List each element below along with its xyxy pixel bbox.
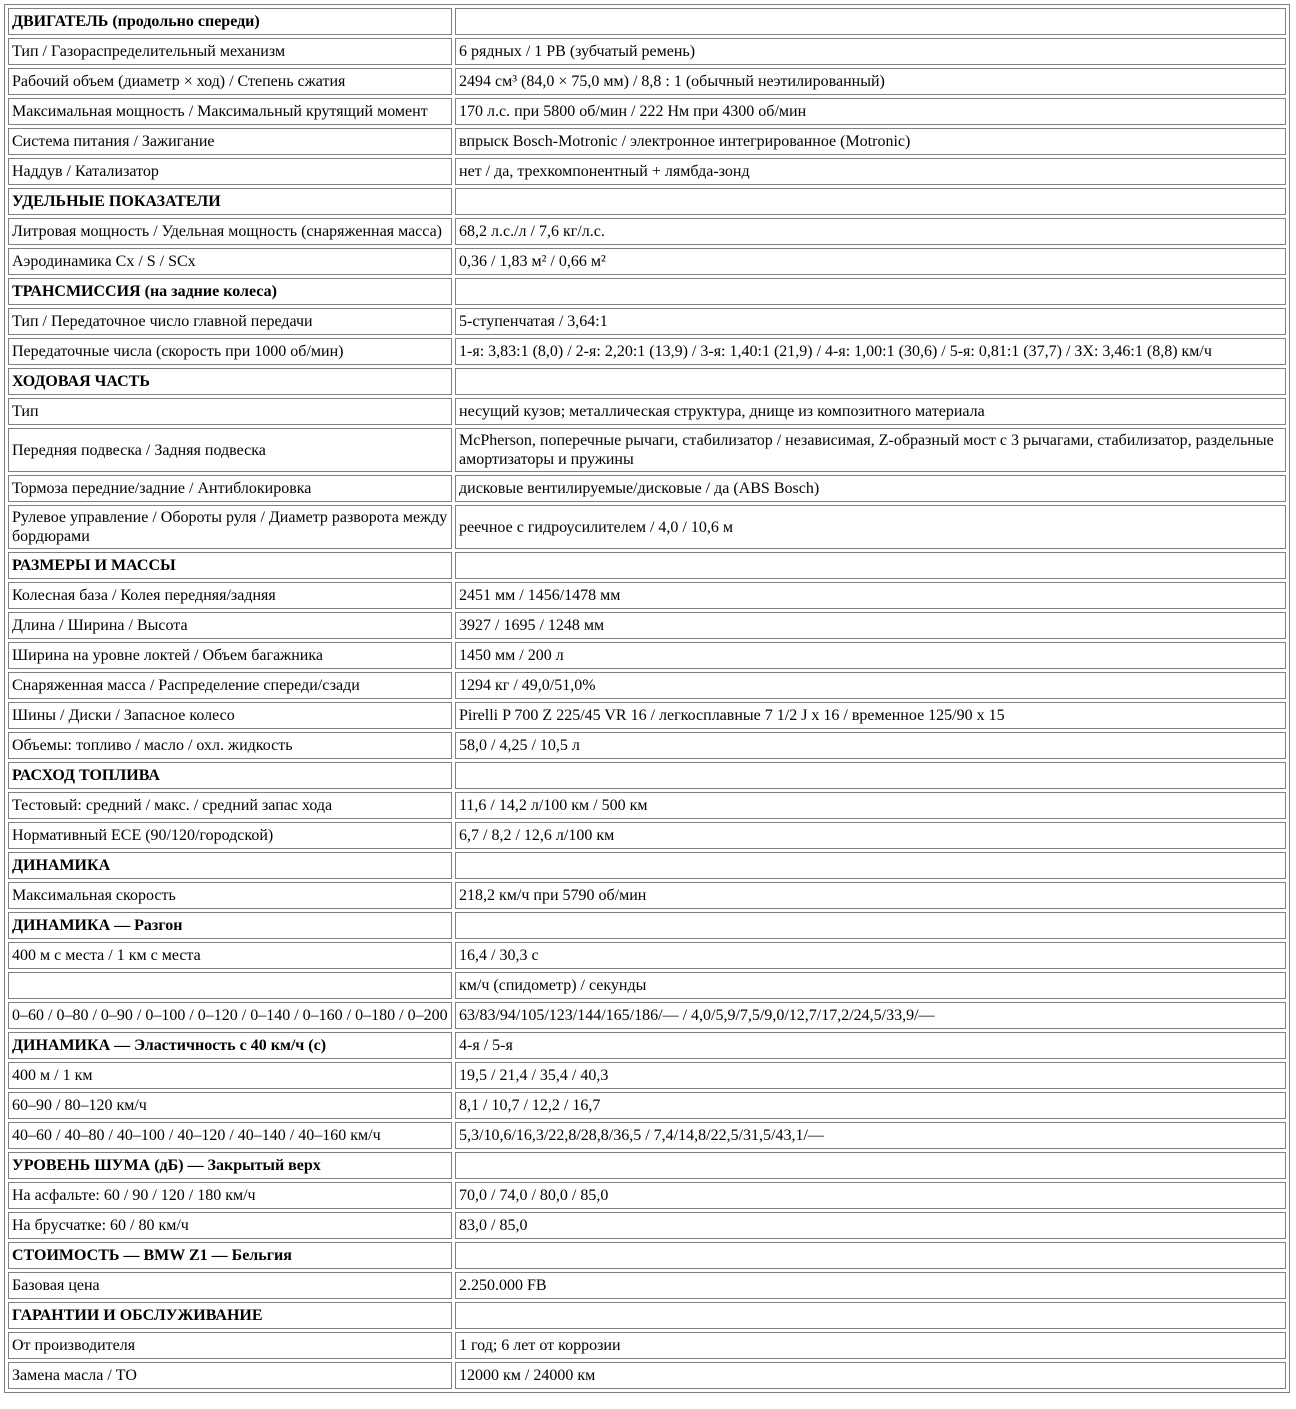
- section-title: ДИНАМИКА — Разгон: [8, 912, 452, 939]
- spec-value: 68,2 л.с./л / 7,6 кг/л.с.: [455, 218, 1286, 245]
- section-header-row: [8, 188, 1286, 215]
- spec-value: 1294 кг / 49,0/51,0%: [455, 672, 1286, 699]
- spec-value: 58,0 / 4,25 / 10,5 л: [455, 732, 1286, 759]
- spec-value: [455, 1152, 1286, 1179]
- table-row: [8, 882, 1286, 909]
- spec-value: 5-ступенчатая / 3,64:1: [455, 308, 1286, 335]
- spec-value: [455, 188, 1286, 215]
- table-row: [8, 672, 1286, 699]
- table-row: [8, 702, 1286, 729]
- spec-table-body: [8, 8, 1286, 1389]
- spec-value: 1-я: 3,83:1 (8,0) / 2-я: 2,20:1 (13,9) / 3-я: 1,40:1 (21,9) / 4-я: 1,00:1 (30,6) / 5-я: 0,81:1 (37,7) / ЗХ: 3,46:1 (8,8) км/ч: [455, 338, 1286, 365]
- table-row: [8, 1212, 1286, 1239]
- spec-value: впрыск Bosch-Motronic / электронное интегрированное (Motronic): [455, 128, 1286, 155]
- spec-value: несущий кузов; металлическая структура, днище из композитного материала: [455, 398, 1286, 425]
- table-row: [8, 338, 1286, 365]
- spec-label: Наддув / Катализатор: [8, 158, 452, 185]
- spec-value: [455, 762, 1286, 789]
- table-row: [8, 822, 1286, 849]
- spec-value: 16,4 / 30,3 с: [455, 942, 1286, 969]
- spec-value: Pirelli P 700 Z 225/45 VR 16 / легкосплавные 7 1/2 J x 16 / временное 125/90 x 15: [455, 702, 1286, 729]
- spec-value: [455, 8, 1286, 35]
- section-title: ХОДОВАЯ ЧАСТЬ: [8, 368, 452, 395]
- spec-value: 2451 мм / 1456/1478 мм: [455, 582, 1286, 609]
- spec-value: 1 год; 6 лет от коррозии: [455, 1332, 1286, 1359]
- table-row: [8, 98, 1286, 125]
- section-title: УДЕЛЬНЫЕ ПОКАЗАТЕЛИ: [8, 188, 452, 215]
- table-row: [8, 428, 1286, 472]
- section-title: РАЗМЕРЫ И МАССЫ: [8, 552, 452, 579]
- section-header-row: [8, 1302, 1286, 1329]
- spec-label: Рулевое управление / Обороты руля / Диаметр разворота между бордюрами: [8, 505, 452, 549]
- spec-value: 6 рядных / 1 РВ (зубчатый ремень): [455, 38, 1286, 65]
- spec-value: 12000 км / 24000 км: [455, 1362, 1286, 1389]
- section-header-row: [8, 368, 1286, 395]
- spec-value: нет / да, трехкомпонентный + лямбда-зонд: [455, 158, 1286, 185]
- section-header-row: [8, 1242, 1286, 1269]
- spec-label: 60–90 / 80–120 км/ч: [8, 1092, 452, 1119]
- spec-label: Тип: [8, 398, 452, 425]
- spec-label: Передняя подвеска / Задняя подвеска: [8, 428, 452, 472]
- section-header-row: [8, 1152, 1286, 1179]
- spec-label: Тип / Газораспределительный механизм: [8, 38, 452, 65]
- spec-value: [455, 278, 1286, 305]
- spec-value: [455, 852, 1286, 879]
- spec-label: Максимальная мощность / Максимальный крутящий момент: [8, 98, 452, 125]
- table-row: [8, 582, 1286, 609]
- spec-value: 83,0 / 85,0: [455, 1212, 1286, 1239]
- spec-label: Базовая цена: [8, 1272, 452, 1299]
- spec-value: 8,1 / 10,7 / 12,2 / 16,7: [455, 1092, 1286, 1119]
- table-row: [8, 612, 1286, 639]
- spec-label: От производителя: [8, 1332, 452, 1359]
- spec-value: [455, 552, 1286, 579]
- spec-value: 70,0 / 74,0 / 80,0 / 85,0: [455, 1182, 1286, 1209]
- spec-value: 63/83/94/105/123/144/165/186/— / 4,0/5,9/7,5/9,0/12,7/17,2/24,5/33,9/—: [455, 1002, 1286, 1029]
- spec-label: Литровая мощность / Удельная мощность (снаряженная масса): [8, 218, 452, 245]
- section-header-row: [8, 912, 1286, 939]
- spec-label: Аэродинамика Cx / S / SCx: [8, 248, 452, 275]
- table-row: [8, 38, 1286, 65]
- spec-value: [455, 1242, 1286, 1269]
- spec-value: [455, 912, 1286, 939]
- table-row: [8, 505, 1286, 549]
- spec-value: [455, 1302, 1286, 1329]
- section-title: СТОИМОСТЬ — BMW Z1 — Бельгия: [8, 1242, 452, 1269]
- section-header-row: [8, 762, 1286, 789]
- spec-label: Максимальная скорость: [8, 882, 452, 909]
- table-row: [8, 1362, 1286, 1389]
- spec-value: 4-я / 5-я: [455, 1032, 1286, 1059]
- section-title: ДВИГАТЕЛЬ (продольно спереди): [8, 8, 452, 35]
- spec-value: 2494 см³ (84,0 × 75,0 мм) / 8,8 : 1 (обычный неэтилированный): [455, 68, 1286, 95]
- spec-value: км/ч (спидометр) / секунды: [455, 972, 1286, 999]
- spec-value: McPherson, поперечные рычаги, стабилизатор / независимая, Z-образный мост с 3 рычагами, стабилизатор, раздельные амортизаторы и пружины: [455, 428, 1286, 472]
- table-row: [8, 1332, 1286, 1359]
- spec-label: Объемы: топливо / масло / охл. жидкость: [8, 732, 452, 759]
- section-title: ДИНАМИКА: [8, 852, 452, 879]
- spec-label: Рабочий объем (диаметр × ход) / Степень сжатия: [8, 68, 452, 95]
- spec-value: 6,7 / 8,2 / 12,6 л/100 км: [455, 822, 1286, 849]
- spec-label: Передаточные числа (скорость при 1000 об/мин): [8, 338, 452, 365]
- table-row: [8, 248, 1286, 275]
- spec-value: 3927 / 1695 / 1248 мм: [455, 612, 1286, 639]
- spec-label: Длина / Ширина / Высота: [8, 612, 452, 639]
- spec-label: На асфальте: 60 / 90 / 120 / 180 км/ч: [8, 1182, 452, 1209]
- table-row: [8, 1272, 1286, 1299]
- section-title: ДИНАМИКА — Эластичность с 40 км/ч (с): [8, 1032, 452, 1059]
- spec-label: 400 м с места / 1 км с места: [8, 942, 452, 969]
- table-row: [8, 942, 1286, 969]
- spec-value: дисковые вентилируемые/дисковые / да (ABS Bosch): [455, 475, 1286, 502]
- table-row: [8, 1182, 1286, 1209]
- table-row: [8, 1002, 1286, 1029]
- spec-label: Система питания / Зажигание: [8, 128, 452, 155]
- spec-value: 5,3/10,6/16,3/22,8/28,8/36,5 / 7,4/14,8/22,5/31,5/43,1/—: [455, 1122, 1286, 1149]
- section-header-row: [8, 852, 1286, 879]
- table-row: [8, 218, 1286, 245]
- section-title: УРОВЕНЬ ШУМА (дБ) — Закрытый верх: [8, 1152, 452, 1179]
- spec-value: [455, 368, 1286, 395]
- spec-label: [8, 972, 452, 999]
- table-row: [8, 792, 1286, 819]
- table-row: [8, 68, 1286, 95]
- spec-value: 170 л.с. при 5800 об/мин / 222 Нм при 4300 об/мин: [455, 98, 1286, 125]
- table-row: [8, 1092, 1286, 1119]
- table-row: [8, 972, 1286, 999]
- section-header-row: [8, 1032, 1286, 1059]
- spec-value: 1450 мм / 200 л: [455, 642, 1286, 669]
- section-header-row: [8, 278, 1286, 305]
- spec-value: реечное с гидроусилителем / 4,0 / 10,6 м: [455, 505, 1286, 549]
- section-title: ГАРАНТИИ И ОБСЛУЖИВАНИЕ: [8, 1302, 452, 1329]
- spec-label: Тормоза передние/задние / Антиблокировка: [8, 475, 452, 502]
- spec-label: 400 м / 1 км: [8, 1062, 452, 1089]
- spec-label: Тип / Передаточное число главной передачи: [8, 308, 452, 335]
- spec-value: 0,36 / 1,83 м² / 0,66 м²: [455, 248, 1286, 275]
- spec-label: Замена масла / ТО: [8, 1362, 452, 1389]
- table-row: [8, 308, 1286, 335]
- table-row: [8, 1062, 1286, 1089]
- section-title: РАСХОД ТОПЛИВА: [8, 762, 452, 789]
- section-title: ТРАНСМИССИЯ (на задние колеса): [8, 278, 452, 305]
- table-row: [8, 475, 1286, 502]
- table-row: [8, 398, 1286, 425]
- spec-value: 218,2 км/ч при 5790 об/мин: [455, 882, 1286, 909]
- section-header-row: [8, 552, 1286, 579]
- table-row: [8, 1122, 1286, 1149]
- spec-label: Колесная база / Колея передняя/задняя: [8, 582, 452, 609]
- section-header-row: [8, 8, 1286, 35]
- table-row: [8, 158, 1286, 185]
- spec-label: Тестовый: средний / макс. / средний запас хода: [8, 792, 452, 819]
- table-row: [8, 128, 1286, 155]
- spec-label: Снаряженная масса / Распределение спереди/сзади: [8, 672, 452, 699]
- spec-label: 0–60 / 0–80 / 0–90 / 0–100 / 0–120 / 0–140 / 0–160 / 0–180 / 0–200: [8, 1002, 452, 1029]
- spec-label: 40–60 / 40–80 / 40–100 / 40–120 / 40–140 / 40–160 км/ч: [8, 1122, 452, 1149]
- spec-label: Нормативный ECE (90/120/городской): [8, 822, 452, 849]
- spec-label: Ширина на уровне локтей / Объем багажника: [8, 642, 452, 669]
- spec-table: [4, 4, 1290, 1393]
- spec-label: Шины / Диски / Запасное колесо: [8, 702, 452, 729]
- spec-value: 11,6 / 14,2 л/100 км / 500 км: [455, 792, 1286, 819]
- spec-value: 2.250.000 FB: [455, 1272, 1286, 1299]
- spec-label: На брусчатке: 60 / 80 км/ч: [8, 1212, 452, 1239]
- table-row: [8, 642, 1286, 669]
- table-row: [8, 732, 1286, 759]
- spec-value: 19,5 / 21,4 / 35,4 / 40,3: [455, 1062, 1286, 1089]
